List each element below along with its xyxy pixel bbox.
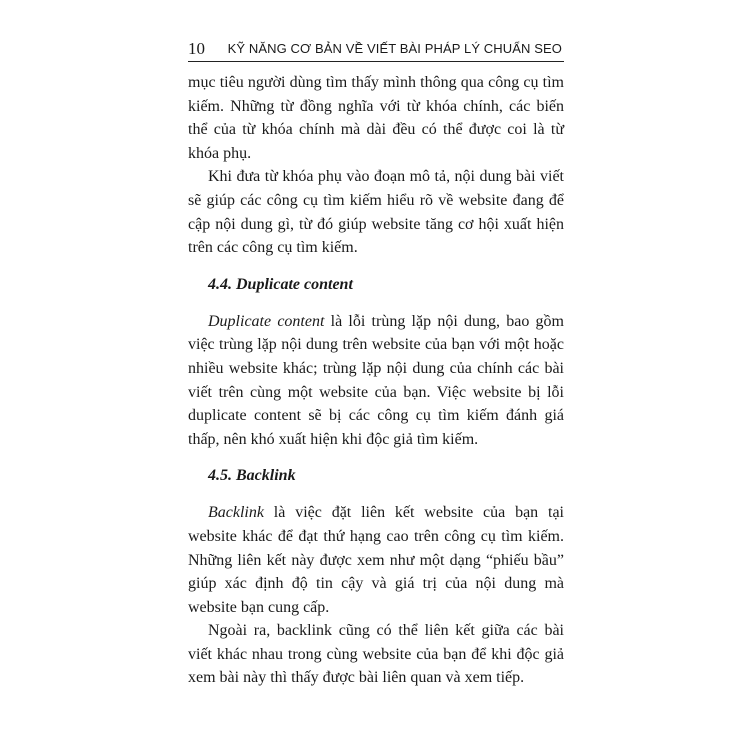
heading-backlink: 4.5. Backlink (208, 467, 296, 485)
term-duplicate-content: Duplicate content (208, 312, 325, 330)
page-header (188, 38, 562, 60)
paragraph-duplicate-content (188, 310, 564, 452)
paragraph-secondary-keywords: Khi đưa từ khóa phụ vào đoạn mô tả, nội dung bài viết sẽ giúp các công cụ tìm kiếm hiểu rõ về website đang để cập nội dung gì, từ đó giúp website tăng cơ hội xuất hiện trên các công cụ tìm kiếm. (188, 168, 564, 257)
heading-duplicate-content: 4.4. Duplicate content (208, 275, 353, 293)
duplicate-content-text: là lỗi trùng lặp nội dung, bao gồm việc trùng lặp nội dung trên website của bạn với một hoặc nhiều website khác; trùng lặp nội dung của chính các bài viết trên cùng một website của bạn. Việc website bị lỗi duplicate content sẽ bị các công cụ tìm kiếm đánh giá thấp, nên khó xuất hiện khi độc giả tìm kiếm. (188, 312, 565, 448)
term-backlink: Backlink (208, 504, 264, 522)
paragraph-backlink (188, 501, 564, 619)
paragraph-backlink-internal: Ngoài ra, backlink cũng có thể liên kết giữa các bài viết khác nhau trong cùng website của bạn để khi độc giả xem bài này thì thấy được bài liên quan và xem tiếp. (188, 622, 564, 687)
header-rule (188, 61, 564, 62)
page-body (188, 71, 564, 690)
page-number: 10 (188, 39, 205, 58)
paragraph-continuation: mục tiêu người dùng tìm thấy mình thông qua công cụ tìm kiếm. Những từ đồng nghĩa với từ khóa chính, các biến thể của từ khóa chính mà dài đều có thể được coi là từ khóa phụ. (188, 74, 564, 162)
running-title: KỸ NĂNG CƠ BẢN VỀ VIẾT BÀI PHÁP LÝ CHUẨN SEO (227, 41, 562, 56)
backlink-text: là việc đặt liên kết website của bạn tại website khác để đạt thứ hạng cao trên công cụ tìm kiếm. Những liên kết này được xem như một dạng “phiếu bầu” giúp xác định độ tin cậy và giá trị của nội dung mà website bạn cung cấp. (188, 504, 564, 616)
